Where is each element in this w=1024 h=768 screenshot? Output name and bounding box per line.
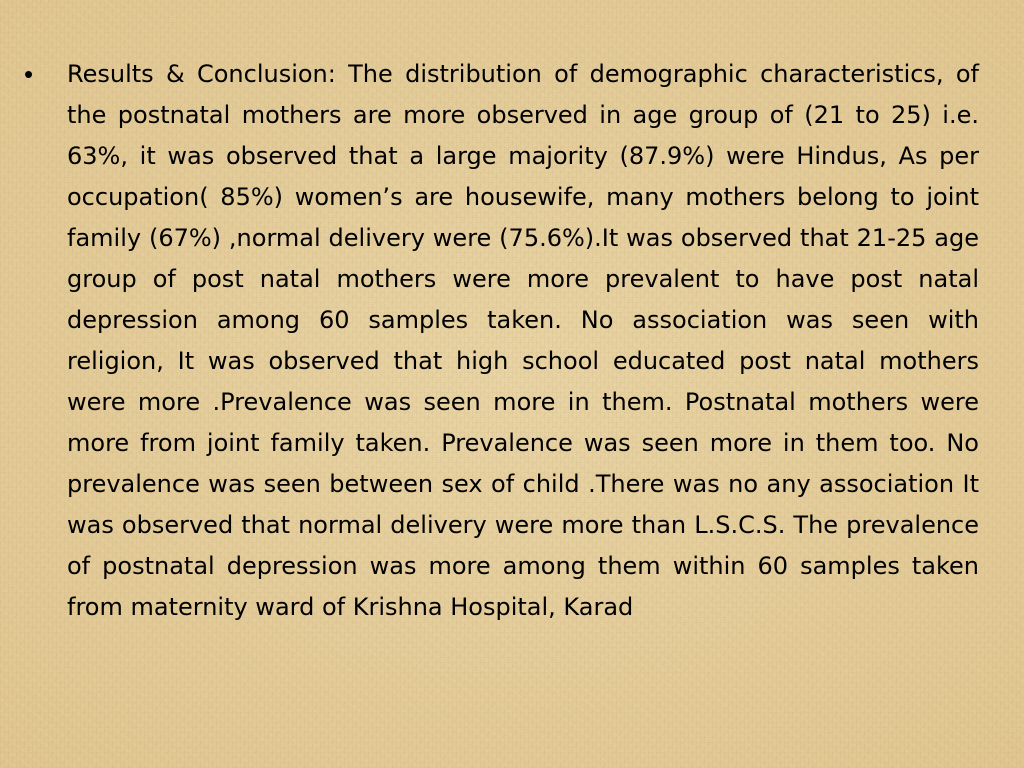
bullet-item-results-conclusion <box>24 54 979 628</box>
bullet-list <box>24 54 979 628</box>
bullet-marker-icon: • <box>24 59 34 89</box>
results-conclusion-text: Results & Conclusion: The distribution of demographic characteristics, of the postnatal mothers are more observed in age group of (21 to 25) i.e. 63%, it was observed that a large majority (87.9%) were Hindus, As per occupation( 85%) women’s are housewife, many mothers belong to joint family (67%) ,normal delivery were (75.6%).It was observed that 21-25 age group of post natal mothers were more prevalent to have post natal depression among 60 samples taken. No association was seen with religion, It was observed that high school educated post natal mothers were more .Prevalence was seen more in them. Postnatal mothers were more from joint family taken. Prevalence was seen more in them too. No prevalence was seen between sex of child .There was no any association It was observed that normal delivery were more than L.S.C.S. The prevalence of postnatal depression was more among them within 60 samples taken from maternity ward of Krishna Hospital, Karad <box>67 60 979 621</box>
